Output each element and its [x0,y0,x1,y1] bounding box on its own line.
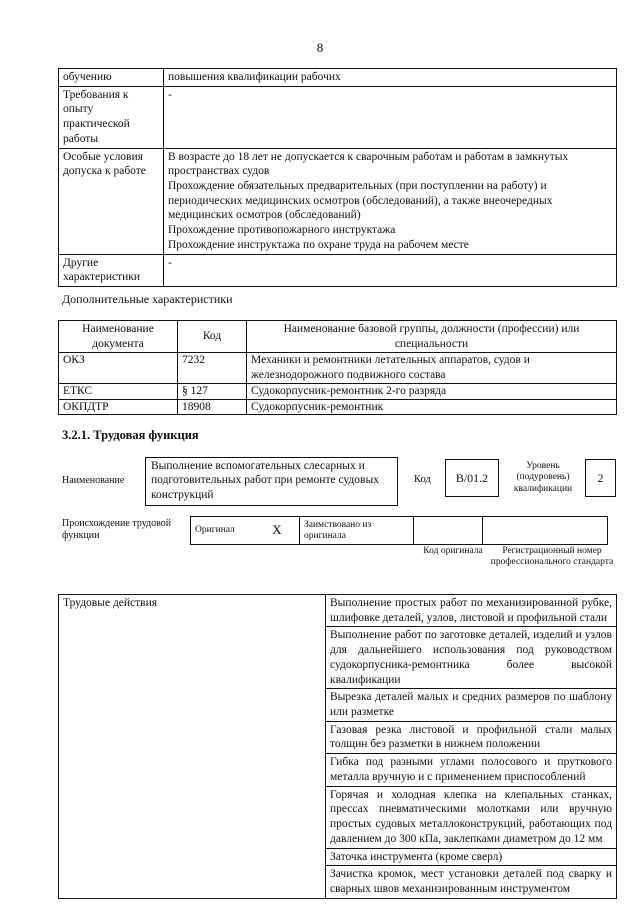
function-name-box: Выполнение вспомогательных слесарных и подготовительных работ при ремонте судовых конструкций [145,457,398,506]
labor-actions-table [58,594,617,899]
reg-number-cell [483,517,608,545]
level-box: 2 [585,459,616,497]
labor-actions-label: Трудовые действия [59,595,326,899]
labor-action-item: Зачистка кромок, мест установки деталей под сварку и сварных швов механизированным инструментом [326,866,617,898]
original-mark: X [255,517,300,545]
table-row [59,595,617,627]
table-header-row [59,321,617,353]
labor-action-item: Гибка под разными углами полосового и пруткового металла вручную и с применением приспособлений [326,754,617,786]
table-row [59,254,617,286]
labor-action-item: Выполнение работ по заготовке деталей, изделий и узлов для дальнейшего использования под руководством судокорпусника-ремонтника более высокой квалификации [326,627,617,689]
column-header: Наименование документа [59,321,178,353]
level-label: Уровень (подуровень) квалификации [513,461,573,494]
additional-title: Дополнительные характеристики [62,292,233,306]
section-title: 3.2.1. Трудовая функция [62,428,199,442]
table-cell: Механики и ремонтники летательных аппаратов, судов и железнодорожного подвижного состава [247,353,617,383]
row-value: повышения квалификации рабочих [164,69,617,87]
table-row [59,399,617,415]
original-code-cell [414,517,483,545]
table-cell: Судокорпусник-ремонтник 2-го разряда [247,383,617,399]
table-cell: ЕТКС [59,383,178,399]
column-header: Наименование базовой группы, должности (профессии) или специальности [247,321,617,353]
table-cell: ОКПДТР [59,399,178,415]
condition-line: Прохождение противопожарного инструктажа [168,224,396,237]
table-cell: § 127 [178,383,247,399]
table-cell: 7232 [178,353,247,383]
table-cell: ОКЗ [59,353,178,383]
name-label: Наименование [62,475,125,486]
additional-characteristics-table [58,320,617,415]
borrowed-label: Заимствовано из оригинала [300,517,414,545]
labor-action-item: Горячая и холодная клепка на клепальных станках, прессах пневматическими молотками или вручную простых судовых металлоконструкций, работающих под давлением до 300 кПа, заклепками диаметром до 12 мм [326,786,617,848]
function-code-box: B/01.2 [445,459,499,497]
origin-table [190,516,608,545]
row-value: - [164,86,617,148]
column-header: Код [178,321,247,353]
table-row [59,383,617,399]
row-value: - [164,254,617,286]
table-row [59,353,617,383]
row-label: Особые условия допуска к работе [59,148,164,254]
table-cell: 18908 [178,399,247,415]
table-cell: Судокорпусник-ремонтник [247,399,617,415]
condition-line: Прохождение обязательных предварительных (при поступлении на работу) и периодических медицинских осмотров (обследований), а также внеочередных медицинских осмотров (обследований) [168,180,553,222]
condition-line: В возрасте до 18 лет не допускается к сварочным работам и работам в замкнутых пространствах судов [168,150,569,178]
labor-action-item: Газовая резка листовой и профильной стали малых толщин без разметки в нижнем положении [326,721,617,753]
condition-line: Прохождение инструктажа по охране труда на рабочем месте [168,238,469,251]
row-value [164,148,617,254]
table-row [59,69,617,87]
labor-action-item: Вырезка деталей малых и средних размеров по шаблону или разметке [326,689,617,721]
reg-caption: Регистрационный номер профессионального стандарта [490,546,614,568]
code-label: Код [414,474,431,485]
labor-action-item: Заточка инструмента (кроме сверл) [326,848,617,866]
origin-label: Происхождение трудовой функции [62,518,172,541]
labor-action-item: Выполнение простых работ по механизированной рубке, шлифовке деталей, узлов, листовой и профильной стали [326,595,617,627]
row-label: Другие характеристики [59,254,164,286]
table-row [59,148,617,254]
page-number: 8 [316,40,324,55]
row-label: обучению [59,69,164,87]
code-caption: Код оригинала [423,546,483,556]
original-label: Оригинал [191,517,256,545]
general-requirements-table [58,68,617,287]
row-label: Требования к опыту практической работы [59,86,164,148]
table-row [59,86,617,148]
table-row [191,517,608,545]
